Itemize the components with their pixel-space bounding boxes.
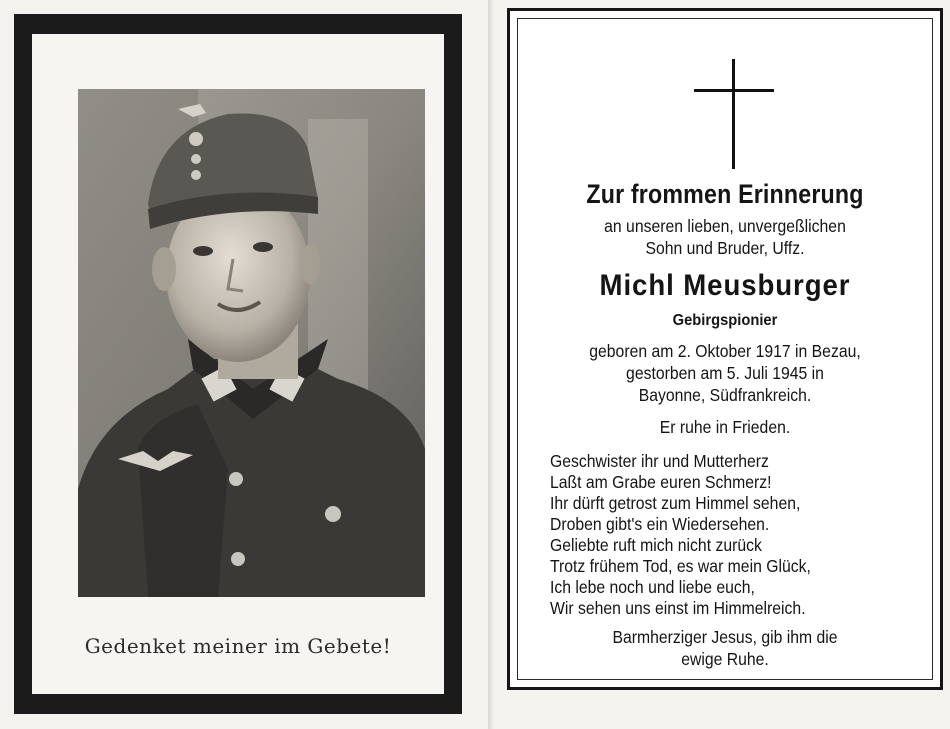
poem-line: Trotz frühem Tod, es war mein Glück, — [550, 556, 811, 576]
poem-line: Ich lebe noch und liebe euch, — [550, 577, 755, 597]
birth-line: geboren am 2. Oktober 1917 in Bezau, — [589, 341, 861, 361]
portrait-image — [78, 89, 425, 597]
intro-line-2: Sohn und Bruder, Uffz. — [645, 238, 805, 258]
prayer-line-1: Barmherziger Jesus, gib ihm die — [612, 627, 838, 647]
poem-line: Droben gibt's ein Wiedersehen. — [550, 514, 770, 534]
prayer-line-2: ewige Ruhe. — [681, 649, 769, 669]
portrait-card — [14, 14, 462, 714]
memorial-text-card — [507, 8, 943, 690]
poem-line: Ihr dürft getrost zum Himmel sehen, — [550, 493, 801, 513]
soldier-portrait-photo — [78, 89, 425, 597]
deceased-unit: Gebirgspionier — [672, 312, 778, 329]
memorial-text-inner — [517, 18, 933, 680]
death-line: gestorben am 5. Juli 1945 in — [626, 363, 824, 383]
poem-line: Laßt am Grabe euren Schmerz! — [550, 472, 772, 492]
memorial-poem — [550, 451, 811, 619]
place-line: Bayonne, Südfrankreich. — [638, 385, 812, 405]
poem-line: Geliebte ruft mich nicht zurück — [550, 535, 762, 555]
intro-line-1: an unseren lieben, unvergeßlichen — [604, 216, 846, 236]
cross-icon — [694, 59, 774, 169]
poem-line: Wir sehen uns einst im Himmelreich. — [550, 598, 806, 618]
rest-in-peace-line: Er ruhe in Frieden. — [659, 417, 791, 437]
memorial-title: Zur frommen Erinnerung — [586, 179, 864, 209]
poem-line: Geschwister ihr und Mutterherz — [550, 451, 769, 471]
deceased-name: Michl Meusburger — [599, 269, 851, 302]
portrait-card-inner — [32, 34, 444, 694]
card-gap-shadow — [488, 0, 494, 729]
portrait-caption: Gedenket meiner im Gebete! — [84, 634, 392, 658]
